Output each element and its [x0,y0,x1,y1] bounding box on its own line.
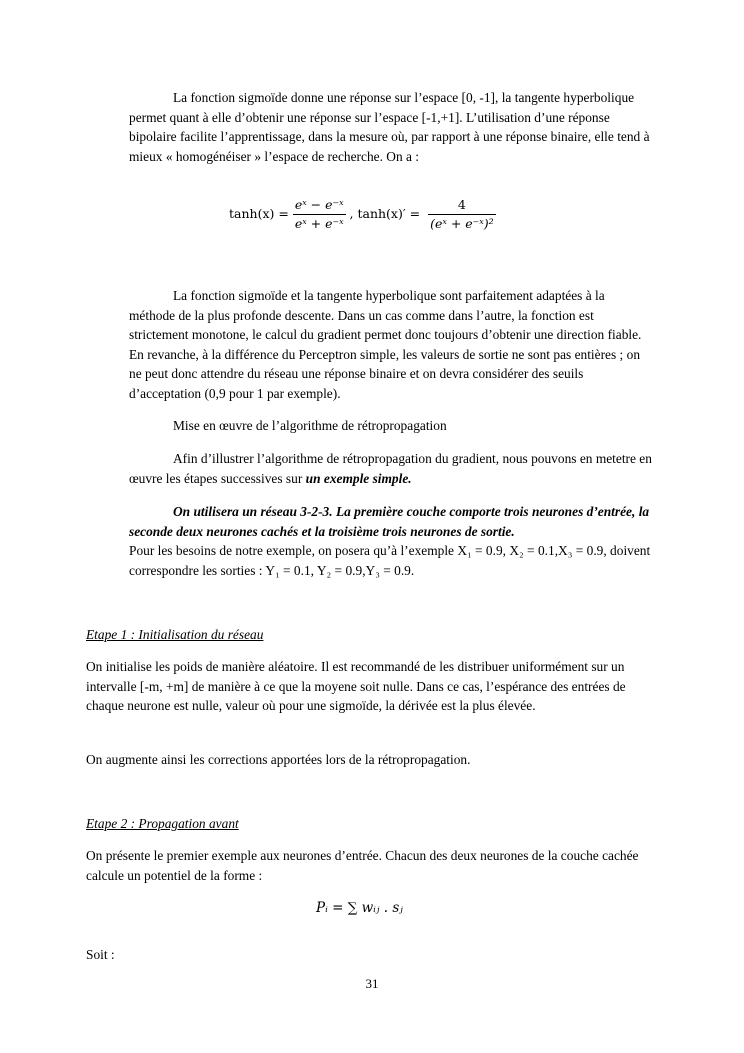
step1-heading: Etape 1 : Initialisation du réseau [86,627,264,642]
tanh-derivative-denominator: (eˣ + e⁻ˣ)² [430,216,494,231]
illustration-text: Afin d’illustrer l’algorithme de rétropropagation du gradient, nous pouvons en metetre en œuvre les étapes successives sur [129,451,652,486]
network-description: On utilisera un réseau 3-2-3. La première couche comporte trois neurones d’entrée, la seconde deux neurones cachés et la troisième trois neurones de sortie. [129,504,650,539]
potential-formula: Pᵢ = ∑ wᵢⱼ . sⱼ [316,900,403,916]
tanh-derivative-numerator: 4 [428,196,495,215]
intro-paragraph: La fonction sigmoïde donne une réponse sur l’espace [0, -1], la tangente hyperbolique permet quant à elle d’obtenir une réponse sur l’espace [-1,+1]. L’utilisation d’une réponse bipolaire facilite l’apprentissage, dans la mesure où, par rapport à une réponse binaire, elle tend à mieux « homogénéiser » l’espace de recherche. On a : [129,90,650,164]
step1-paragraph: On initialise les poids de manière aléatoire. Il est recommandé de les distribuer uniformément sur un intervalle [-m, +m] de manière à ce que la moyene soit nulle. Dans ce cas, l’espérance des entrées de chaque neurone est nulle, valeur où pour une sigmoïde, la dérivée est la plus élevée. [86,659,626,714]
tanh-equation [229,196,496,233]
tanh-fraction [293,196,346,233]
implementation-title: Mise en œuvre de l’algorithme de rétropropagation [173,418,447,433]
tanh-denominator: eˣ + e⁻ˣ [294,216,344,231]
soit-label: Soit : [86,947,115,962]
step1-conclusion: On augmente ainsi les corrections apportées lors de la rétropropagation. [86,752,471,767]
tanh-lhs: tanh(x) = [229,206,289,222]
page-number: 31 [365,976,379,991]
illustration-paragraph [129,449,653,488]
tanh-numerator: eˣ − e⁻ˣ [293,196,346,215]
step2-heading: Etape 2 : Propagation avant [86,816,239,831]
tanh-derivative-fraction [428,196,495,233]
illustration-emphasis: un exemple simple. [305,470,412,486]
tanh-derivative-lhs: , tanh(x)′ = [349,206,421,222]
network-example-paragraph [129,502,653,580]
step2-paragraph: On présente le premier exemple aux neurones d’entrée. Chacun des deux neurones de la couche cachée calcule un potentiel de la forme : [86,848,639,883]
network-example-values: Pour les besoins de notre exemple, on posera qu’à l’exemple X₁ = 0.9, X₂ = 0.1,X₃ = 0.9, doivent correspondre les sorties : Y₁ = 0.1, Y₂ = 0.9,Y₃ = 0.9. [129,543,651,578]
sigmoid-tanh-paragraph: La fonction sigmoïde et la tangente hyperbolique sont parfaitement adaptées à la méthode de la plus profonde descente. Dans un cas comme dans l’autre, la fonction est strictement monotone, le calcul du gradient permet donc toujours d’obtenir une direction fiable. En revanche, à la différence du Perceptron simple, les valeurs de sortie ne sont pas entières ; on ne peut donc attendre du réseau une réponse binaire et on devra considérer des seuils d’acceptation (0,9 pour 1 par exemple). [129,288,642,401]
